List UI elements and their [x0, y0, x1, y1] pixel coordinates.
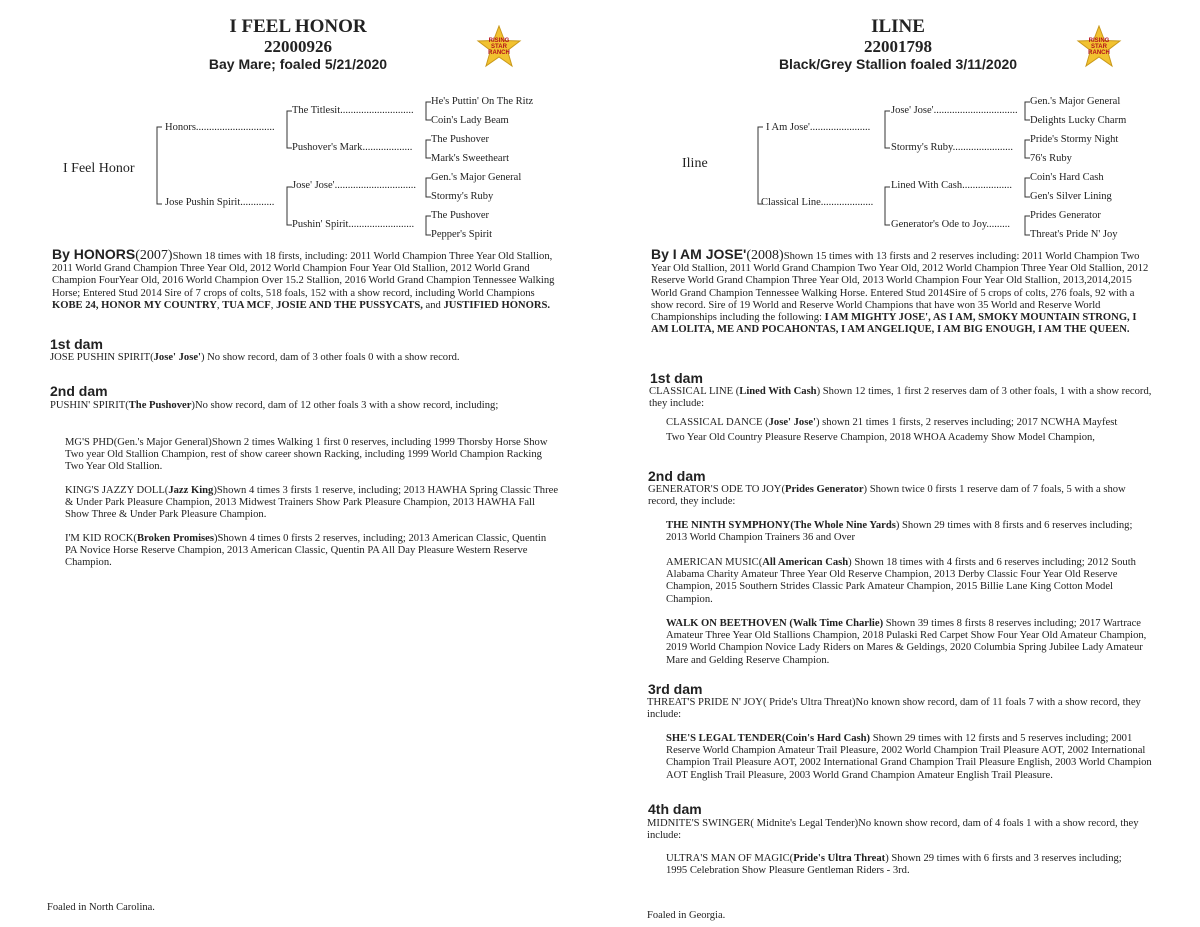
foal-text: )Shown 4 times 3 firsts 1 reserve, including; 2013 HAWHA Spring Classic Three & Under Park Pleasure Champion, 2013 Midwest Trainers Show Park Pleasure Champion, 2013 HAWHA Fall Show Three & Under Park Pleasure Champion. — [65, 485, 559, 521]
foal-sire: Jazz King — [168, 485, 214, 496]
right-horse-description: Black/Grey Stallion foaled 3/11/2020 — [778, 55, 1018, 72]
foal-name: AMERICAN MUSIC( — [666, 557, 763, 568]
foal-name: MG'S PHD(Gen.'s Major General) — [65, 437, 212, 448]
foal-name: WALK ON BEETHOVEN (Walk Time Charlie) — [666, 618, 884, 629]
left-pedigree-dam-dam: Pushin' Spirit......................... — [292, 219, 415, 230]
logo-word: RANCH — [488, 50, 510, 56]
left-pedigree-dam: Jose Pushin Spirit............. — [165, 197, 275, 208]
left-sire-champions-2: TUA MCF — [222, 299, 271, 311]
right-horse-name: ILINE — [871, 16, 925, 37]
right-sire-lead: By I AM JOSE' — [651, 246, 747, 262]
left-pedigree-dam-sire: Jose' Jose'............................... — [292, 180, 416, 191]
pedigree-name: Generator's Ode to Joy — [891, 219, 987, 230]
left-pedigree-g7: The Pushover — [431, 210, 490, 221]
left-pedigree-sire-dam: Pushover's Mark................... — [292, 142, 413, 153]
dam-sire: Jose' Jose' — [153, 352, 201, 363]
logo-word: RANCH — [1088, 50, 1110, 56]
left-pedigree-sire: Honors.............................. — [165, 122, 275, 133]
left-pedigree-g3: The Pushover — [431, 134, 490, 145]
foal-text: Shown 39 times 8 firsts 8 reserves including; 2017 Wartrace Amateur Three Year Old Stallions Champion, 2018 Pulaski Red Carpet Show Four Year Old Amateur Champion, 2019 World Champion Novice Lady Riders on Mares & Geldings, 2020 Columbia Spring Jubilee Lady Amateur Mare and Gelding Reserve Champion. — [666, 618, 1147, 666]
right-sire-paragraph — [651, 248, 1156, 336]
dam-text: )No show record, dam of 12 other foals 3 with a show record, including; — [191, 400, 499, 411]
foal-name: THE NINTH SYMPHONY( — [666, 520, 794, 531]
dam-sire: Prides Generator — [785, 484, 864, 495]
foal-name: I'M KID ROCK( — [65, 533, 137, 544]
foal-sire: Broken Promises — [136, 533, 214, 544]
dam-sire: The Pushover — [128, 400, 192, 411]
pedigree-name: I Am Jose' — [766, 122, 810, 133]
right-pedigree-g2: Delights Lucky Charm — [1030, 115, 1127, 126]
right-dam1-heading: 1st dam — [650, 370, 703, 386]
foal-text: ) Shown 29 times with 8 firsts and 6 reserves including; 2013 World Champion Trainers 36 and Over — [666, 520, 1133, 544]
right-pedigree-sire: I Am Jose'....................... — [766, 122, 871, 133]
pedigree-name: Pushin' Spirit — [292, 219, 349, 230]
left-pedigree-g8: Pepper's Spirit — [431, 229, 493, 240]
foal-text: ) Shown 29 times with 6 firsts and 3 reserves including; 1995 Celebration Show Pleasure Gentleman Riders - 3rd. — [666, 853, 1122, 877]
pedigree-name: Stormy's Ruby — [891, 142, 953, 153]
left-foal-3 — [65, 533, 560, 570]
right-dam3-foal — [666, 733, 1156, 782]
pedigree-name: Pushover's Mark — [292, 142, 363, 153]
separator: , — [270, 299, 277, 311]
right-pedigree-g3: Pride's Stormy Night — [1030, 134, 1119, 145]
right-pedigree-dam: Classical Line.................... — [761, 197, 874, 208]
pedigree-name: Jose' Jose' — [891, 105, 934, 116]
pedigree-name: Honors — [165, 122, 196, 133]
right-dam2-foal-1 — [666, 520, 1156, 544]
foal-sire: Jose' Jose' — [768, 417, 816, 428]
left-pedigree-sire-sire: The Titlesit............................ — [292, 105, 414, 116]
left-pedigree-g4: Mark's Sweetheart — [431, 153, 509, 164]
foal-sire: Pride's Ultra Threat — [793, 853, 886, 864]
right-pedigree-g1: Gen.'s Major General — [1030, 96, 1121, 107]
foal-text: ) Shown 18 times with 4 firsts and 6 reserves including; 2012 South Alabama Charity Amateur Three Year Old Reserve Champion, 2013 Derby Classic Four Year Old Reserve Champion, 2015 Southern Strides Classic Park Amateur Champion, 2015 Billie Lane King Cotton Model Champion. — [666, 557, 1136, 605]
pedigree-name: The Titlesit — [292, 105, 341, 116]
right-registration-number: 22001798 — [864, 36, 932, 56]
right-pedigree-dam-dam: Generator's Ode to Joy......... — [891, 219, 1011, 230]
left-sire-text: Shown 18 times with 18 firsts, including: 2011 World Champion Three Year Old Stallion, 2011 World Grand Champion Three Year Old, 2012 World Champion Four Year Old Stallion, 2012 World Grand Champion FourYear Old, 2016 World Champion Over 15.2 Stallion, 2016 World Grand Champion Tennessee Walking Horse; Entered Stud 2014 Sire of 7 crops of colts, 518 foals, 152 with a show record, including World Champions — [52, 251, 555, 299]
left-foal-1 — [65, 437, 560, 474]
left-horse-name: I FEEL HONOR — [229, 16, 367, 37]
left-pedigree-subject: I Feel Honor — [63, 161, 135, 176]
foal-text: ) shown 21 times 1 firsts, 2 reserves including; 2017 NCWHA Mayfest Two Year Old Country Pleasure Reserve Champion, 2018 WHOA Academy Show Model Champion, — [666, 417, 1118, 443]
right-dam2-paragraph — [648, 484, 1156, 508]
right-dam1-paragraph — [649, 386, 1157, 410]
left-registration-number: 22000926 — [264, 36, 332, 56]
left-horse-description: Bay Mare; foaled 5/21/2020 — [208, 55, 388, 72]
right-sire-text: Shown 15 times with 13 firsts and 2 reserves including: 2011 World Champion Two Year Old Stallion, 2011 World Grand Champion Two Year Old, 2012 World Champion Three Year Old Stallion, 2012 Reserve World Grand Champion Three Year Old, 2013 World Champion Four Year Old Stallion, 2013,2014,2015 World Grand Champion Tennessee Walking Horse. Entered Stud 2014Sire of 5 crops of colts, 276 foals, 92 with a show record. Sire of 19 World and Reserve World Champions that have won 35 World and Reserve World Championships including the following: — [651, 251, 1149, 324]
right-pedigree-subject: Iline — [682, 156, 708, 171]
left-sire-champions-4: JUSTIFIED HONORS. — [443, 299, 551, 311]
right-pedigree-dam-sire: Lined With Cash................... — [891, 180, 1013, 191]
dam-name: CLASSICAL LINE ( — [649, 386, 740, 397]
foal-text: )Shown 4 times 0 firsts 2 reserves, including; 2013 American Classic, Quentin PA Novice Horse Reserve Champion, 2013 American Classic, Quentin PA All Day Pleasure Western Reserve Champion. — [65, 533, 547, 569]
dam-text: ) Shown 12 times, 1 first 2 reserves dam of 3 other foals, 1 with a show record, they include: — [649, 386, 1152, 410]
right-pedigree-g5: Coin's Hard Cash — [1030, 172, 1104, 183]
dam-text: ) No show record, dam of 3 other foals 0 with a show record. — [200, 352, 460, 363]
dam-sire: Lined With Cash — [739, 386, 817, 397]
right-sire-champions: I AM MIGHTY JOSE', AS I AM, SMOKY MOUNTAIN STRONG, I AM LOLITA, ME AND POCAHONTAS, I AM ANGELIQUE, I AM BIG ENOUGH, I AM THE QUEEN. — [651, 312, 1137, 336]
separator: and — [422, 299, 444, 311]
logo-word: RISING — [488, 38, 510, 44]
right-dam2-foal-3 — [666, 618, 1156, 667]
separator: , — [216, 299, 223, 311]
left-foal-2 — [65, 485, 560, 522]
right-dam3-heading: 3rd dam — [648, 681, 703, 697]
pedigree-name: Jose Pushin Spirit — [165, 197, 241, 208]
pedigree-name: Classical Line — [761, 197, 821, 208]
logo-word: STAR — [1091, 44, 1107, 50]
right-pedigree-g6: Gen's Silver Lining — [1030, 191, 1112, 202]
right-footer: Foaled in Georgia. — [647, 910, 726, 921]
dam-name: PUSHIN' SPIRIT( — [50, 400, 129, 411]
left-sire-champions-3: JOSIE AND THE PUSSYCATS, — [276, 299, 423, 311]
foal-text: Shown 2 times Walking 1 first 0 reserves, including 1999 Thorsby Horse Show Two year Old Stallion Champion, rest of show career shown Racking, including 1999 World Champion Racking Two Year Old Stallion. — [65, 437, 548, 473]
left-dam2-heading: 2nd dam — [50, 383, 108, 399]
logo-word: STAR — [491, 44, 507, 50]
right-dam4-paragraph: MIDNITE'S SWINGER( Midnite's Legal Tender)No known show record, dam of 4 foals 1 with a show record, they include: — [647, 818, 1139, 842]
right-dam1-foal — [666, 416, 1136, 445]
left-pedigree-g1: He's Puttin' On The Ritz — [431, 96, 534, 107]
left-dam2-paragraph — [50, 400, 530, 412]
left-footer: Foaled in North Carolina. — [47, 902, 155, 913]
pedigree-name: Lined With Cash — [891, 180, 963, 191]
right-pedigree-g4: 76's Ruby — [1030, 153, 1072, 164]
left-sire-champions-1: KOBE 24, HONOR MY COUNTRY — [52, 299, 217, 311]
right-dam3-paragraph: THREAT'S PRIDE N' JOY( Pride's Ultra Threat)No known show record, dam of 11 foals 7 with a show record, they include: — [647, 697, 1141, 721]
right-pedigree-g7: Prides Generator — [1030, 210, 1101, 221]
left-pedigree-g6: Stormy's Ruby — [431, 191, 494, 202]
right-dam4-foal — [666, 853, 1136, 877]
foal-sire: The Whole Nine Yards — [793, 520, 896, 531]
right-pedigree-g8: Threat's Pride N' Joy — [1030, 229, 1118, 240]
foal-sire: All American Cash — [762, 557, 849, 568]
left-sire-year: (2007) — [135, 248, 173, 263]
right-pedigree-sire-dam: Stormy's Ruby....................... — [891, 142, 1013, 153]
right-dam4-heading: 4th dam — [648, 801, 702, 817]
right-pedigree-sire-sire: Jose' Jose'................................ — [891, 105, 1018, 116]
foal-name: CLASSICAL DANCE ( — [666, 417, 769, 428]
left-pedigree-g2: Coin's Lady Beam — [431, 115, 509, 126]
pedigree-name: Jose' Jose' — [292, 180, 335, 191]
foal-name: ULTRA'S MAN OF MAGIC( — [666, 853, 794, 864]
left-sire-lead: By HONORS — [52, 246, 136, 262]
dam-name: JOSE PUSHIN SPIRIT( — [50, 352, 154, 363]
left-dam1-heading: 1st dam — [50, 336, 103, 352]
foal-name: KING'S JAZZY DOLL( — [65, 485, 169, 496]
foal-name: SHE'S LEGAL TENDER(Coin's Hard Cash) — [666, 733, 871, 744]
dam-name: GENERATOR'S ODE TO JOY( — [648, 484, 785, 495]
right-dam2-foal-2 — [666, 557, 1156, 606]
left-sire-paragraph — [52, 248, 557, 312]
right-dam2-heading: 2nd dam — [648, 468, 706, 484]
foal-text: Shown 29 times with 12 firsts and 5 reserves including; 2001 Reserve World Champion Amateur Trail Pleasure, 2002 World Champion Trail Pleasure AOT, 2002 International Champion Trail Pleasure AOT, 2002 International Grand Champion Trail Pleasure English, 2003 World Champion AOT English Trail Pleasure, 2003 World Grand Champion Amateur English Trail Pleasure. — [666, 733, 1152, 781]
left-dam1-paragraph — [50, 352, 560, 364]
logo-word: RISING — [1088, 38, 1110, 44]
right-page — [600, 0, 1200, 927]
dam-text: ) Shown twice 0 firsts 1 reserve dam of 7 foals, 5 with a show record, they include: — [648, 484, 1126, 508]
right-sire-year: (2008) — [746, 248, 784, 263]
left-pedigree-lines — [0, 0, 600, 250]
left-pedigree-g5: Gen.'s Major General — [431, 172, 522, 183]
